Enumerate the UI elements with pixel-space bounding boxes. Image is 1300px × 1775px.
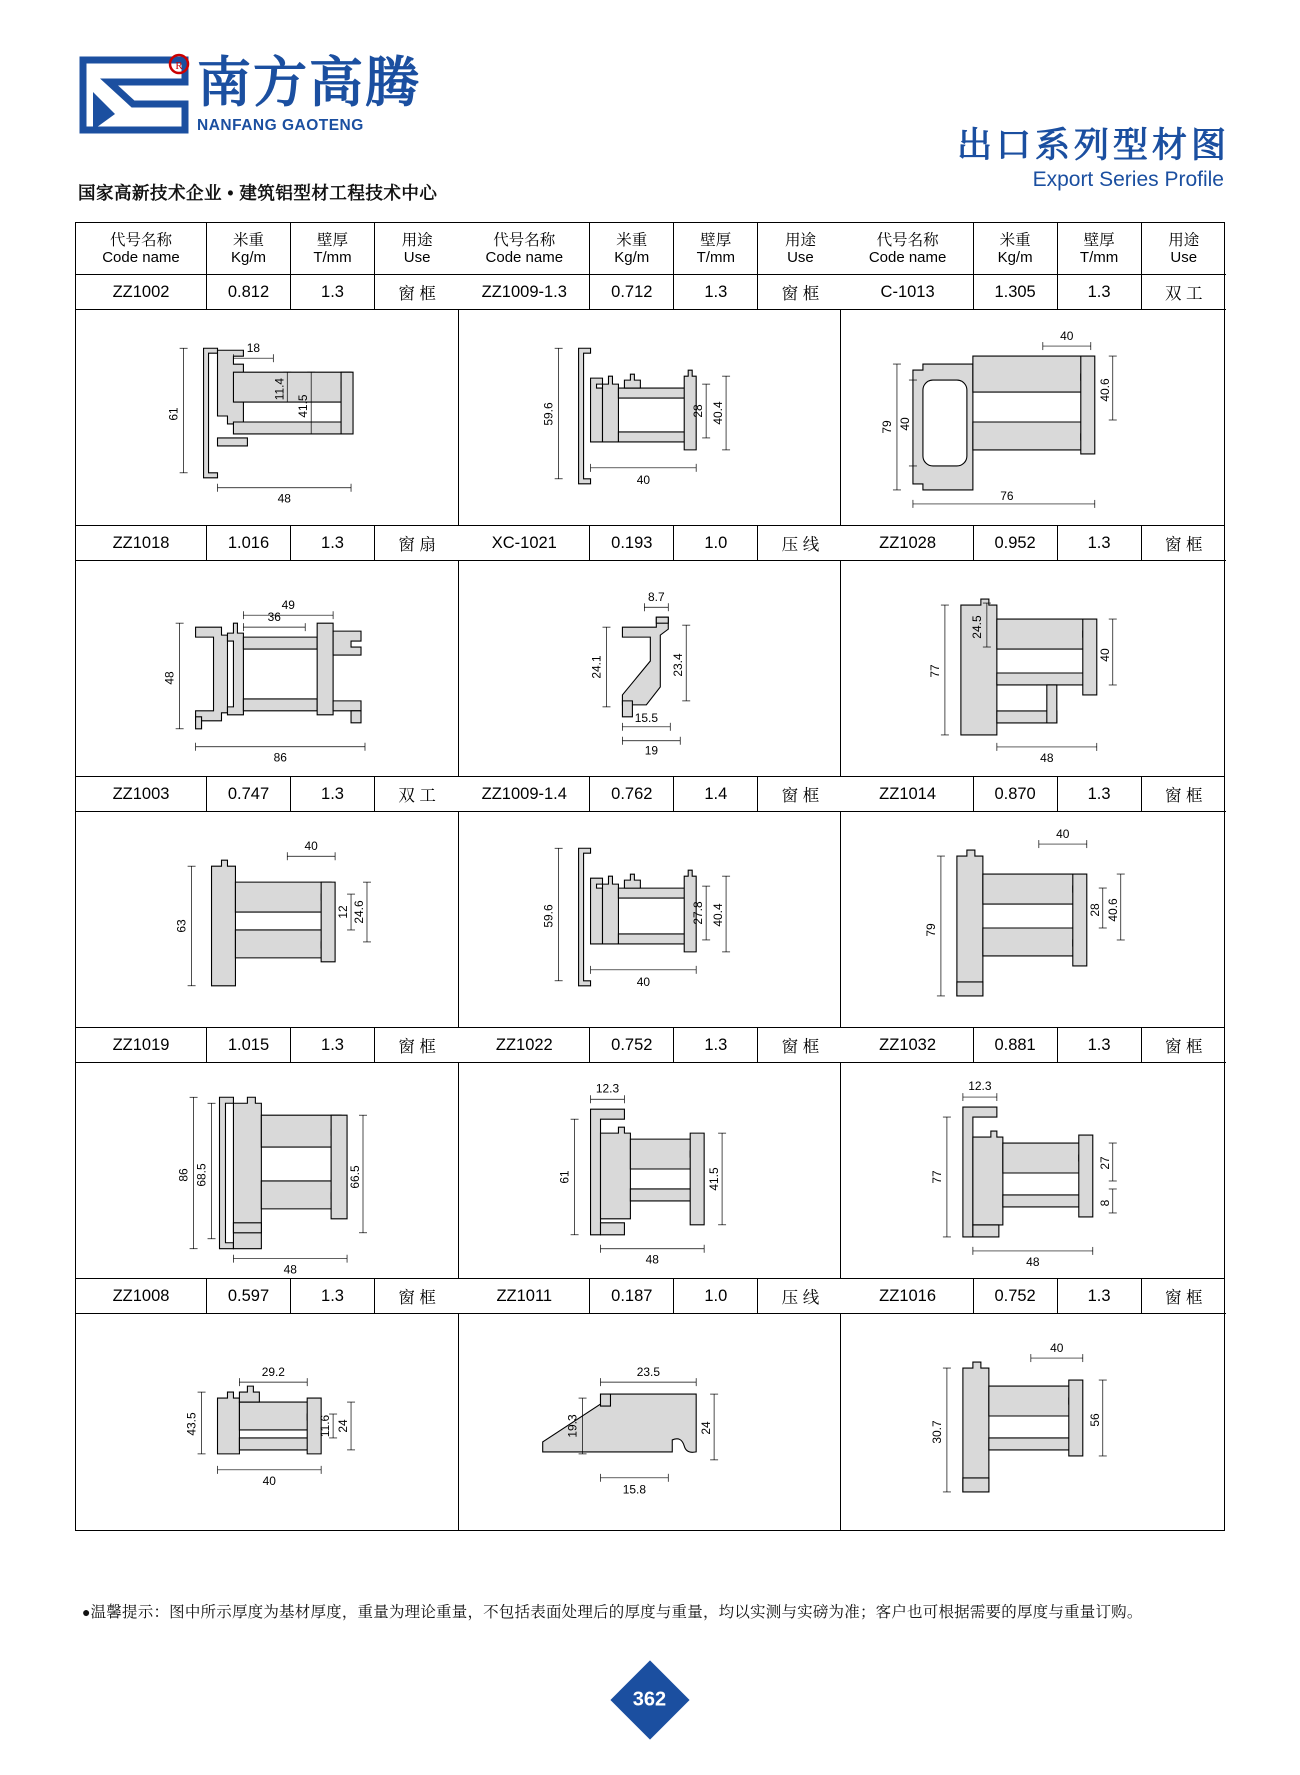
svg-text:68.5: 68.5 <box>194 1162 209 1187</box>
drawing-row <box>76 561 1224 777</box>
svg-text:40: 40 <box>1056 826 1070 841</box>
svg-text:24: 24 <box>336 1419 351 1433</box>
svg-text:23.4: 23.4 <box>670 652 685 677</box>
svg-text:59.6: 59.6 <box>541 401 556 426</box>
svg-text:41.5: 41.5 <box>706 1166 721 1191</box>
page-title-cn: 出口系列型材图 <box>956 126 1230 165</box>
profile-weight: 0.597 <box>207 1279 291 1314</box>
svg-text:12.3: 12.3 <box>968 1078 992 1093</box>
svg-text:43.5: 43.5 <box>184 1412 199 1436</box>
profile-thickness: 1.0 <box>674 526 758 561</box>
svg-text:79: 79 <box>880 419 895 434</box>
logo-mark-icon <box>75 52 193 138</box>
profile-use: 窗 框 <box>1142 1279 1226 1314</box>
header-thickness: 壁厚 T/mm <box>291 223 375 275</box>
svg-text:77: 77 <box>928 663 943 678</box>
profile-weight: 1.016 <box>207 526 291 561</box>
svg-text:15.5: 15.5 <box>634 710 658 725</box>
svg-text:19.3: 19.3 <box>565 1414 580 1438</box>
profile-weight: 1.015 <box>207 1028 291 1063</box>
svg-text:24: 24 <box>698 1421 713 1435</box>
profile-use: 压 线 <box>758 526 842 561</box>
profile-thickness: 1.3 <box>291 1279 375 1314</box>
svg-text:76: 76 <box>1000 488 1014 503</box>
svg-text:48: 48 <box>283 1262 297 1277</box>
svg-text:56: 56 <box>1088 1413 1103 1427</box>
profile-use: 窗 框 <box>375 1028 459 1063</box>
footer-note-text: 温馨提示：图中所示厚度为基材厚度，重量为理论重量，不包括表面处理后的厚度与重量，均以实测与实磅为准；客户也可根据需要的厚度与重量订购。 <box>90 1604 1143 1621</box>
profile-code: ZZ1008 <box>76 1279 207 1314</box>
header-weight: 米重 Kg/m <box>974 223 1058 275</box>
header-code-name: 代号名称 Code name <box>76 223 207 275</box>
profile-code: ZZ1003 <box>76 777 207 812</box>
profile-code: ZZ1009-1.4 <box>459 777 590 812</box>
profile-drawing-zz1014 <box>841 812 1224 1028</box>
svg-text:18: 18 <box>246 340 261 355</box>
svg-text:59.6: 59.6 <box>541 903 556 928</box>
profile-thickness: 1.3 <box>291 526 375 561</box>
svg-text:48: 48 <box>1026 1254 1040 1269</box>
svg-text:27.8: 27.8 <box>690 900 705 925</box>
svg-text:77: 77 <box>930 1169 945 1184</box>
svg-text:8: 8 <box>1098 1199 1113 1206</box>
svg-text:40.4: 40.4 <box>710 902 725 927</box>
profile-weight: 0.881 <box>974 1028 1058 1063</box>
svg-text:48: 48 <box>277 491 291 506</box>
profile-code: ZZ1022 <box>459 1028 590 1063</box>
profile-use: 双 工 <box>1142 275 1226 310</box>
profile-use: 窗 扇 <box>375 526 459 561</box>
svg-text:86: 86 <box>273 750 287 765</box>
svg-text:40.4: 40.4 <box>710 400 725 425</box>
profile-thickness: 1.3 <box>291 275 375 310</box>
svg-text:66.5: 66.5 <box>348 1164 363 1189</box>
profile-use: 窗 框 <box>375 1279 459 1314</box>
profile-code: ZZ1009-1.3 <box>459 275 590 310</box>
svg-text:48: 48 <box>1040 750 1054 765</box>
profile-weight: 0.812 <box>207 275 291 310</box>
svg-text:79: 79 <box>924 922 939 937</box>
profile-drawing-zz1009-13 <box>459 310 842 526</box>
svg-text:24.1: 24.1 <box>589 654 604 679</box>
page-number-badge <box>622 1672 678 1728</box>
svg-text:36: 36 <box>267 609 281 624</box>
profile-use: 双 工 <box>375 777 459 812</box>
svg-text:40: 40 <box>1098 647 1113 662</box>
profile-code: ZZ1018 <box>76 526 207 561</box>
svg-text:23.5: 23.5 <box>636 1365 660 1380</box>
profile-drawing-zz1003 <box>76 812 459 1028</box>
svg-text:40: 40 <box>1060 328 1074 343</box>
profile-thickness: 1.3 <box>1058 1028 1142 1063</box>
profile-thickness: 1.3 <box>291 777 375 812</box>
profile-use: 压 线 <box>758 1279 842 1314</box>
svg-text:28: 28 <box>1088 902 1103 917</box>
profile-weight: 1.305 <box>974 275 1058 310</box>
profile-code: ZZ1028 <box>843 526 974 561</box>
profile-weight: 0.870 <box>974 777 1058 812</box>
profile-code: ZZ1032 <box>843 1028 974 1063</box>
svg-text:12: 12 <box>336 904 351 919</box>
svg-text:41.5: 41.5 <box>296 393 311 418</box>
profile-thickness: 1.3 <box>1058 275 1142 310</box>
header-use: 用途 Use <box>375 223 459 275</box>
profile-drawing-zz1008 <box>76 1314 459 1530</box>
bullet-icon: ● <box>82 1604 91 1620</box>
svg-text:11.6: 11.6 <box>318 1414 333 1438</box>
profile-drawing-zz1002 <box>76 310 459 526</box>
brand-slogan: 国家高新技术企业 • 建筑铝型材工程技术中心 <box>78 183 438 203</box>
profile-drawing-zz1016 <box>841 1314 1224 1530</box>
svg-text:8.7: 8.7 <box>647 589 665 604</box>
svg-text:28: 28 <box>690 403 705 418</box>
svg-text:40: 40 <box>898 416 913 431</box>
header-code-name: 代号名称 Code name <box>459 223 590 275</box>
svg-text:48: 48 <box>162 670 177 685</box>
profile-use: 窗 框 <box>758 777 842 812</box>
brand-logo <box>75 52 421 138</box>
profile-code: ZZ1016 <box>843 1279 974 1314</box>
svg-text:86: 86 <box>176 1167 191 1182</box>
svg-text:40.6: 40.6 <box>1098 377 1113 402</box>
drawing-row <box>76 1063 1224 1279</box>
table-row <box>76 526 1224 561</box>
profile-use: 窗 框 <box>1142 1028 1226 1063</box>
profile-weight: 0.187 <box>590 1279 674 1314</box>
svg-text:24.6: 24.6 <box>352 899 367 924</box>
header-use: 用途 Use <box>1142 223 1226 275</box>
profile-code: ZZ1019 <box>76 1028 207 1063</box>
table-row <box>76 1279 1224 1314</box>
svg-text:12.3: 12.3 <box>595 1080 619 1095</box>
header-thickness: 壁厚 T/mm <box>674 223 758 275</box>
svg-text:48: 48 <box>645 1252 659 1267</box>
profile-thickness: 1.3 <box>1058 526 1142 561</box>
profile-thickness: 1.0 <box>674 1279 758 1314</box>
profile-weight: 0.752 <box>974 1279 1058 1314</box>
profile-code: ZZ1002 <box>76 275 207 310</box>
profile-drawing-zz1028 <box>841 561 1224 777</box>
svg-text:15.8: 15.8 <box>622 1482 646 1497</box>
svg-text:24.5: 24.5 <box>970 614 985 639</box>
profile-use: 窗 框 <box>1142 777 1226 812</box>
brand-name-cn: 南方高腾 <box>197 52 421 113</box>
svg-text:27: 27 <box>1098 1155 1113 1170</box>
profile-drawing-zz1018 <box>76 561 459 777</box>
profile-code: C-1013 <box>843 275 974 310</box>
profile-weight: 0.752 <box>590 1028 674 1063</box>
header-thickness: 壁厚 T/mm <box>1058 223 1142 275</box>
header-weight: 米重 Kg/m <box>590 223 674 275</box>
svg-text:29.2: 29.2 <box>261 1365 285 1380</box>
table-row <box>76 1028 1224 1063</box>
profile-thickness: 1.3 <box>1058 777 1142 812</box>
profile-use: 窗 框 <box>375 275 459 310</box>
profile-use: 窗 框 <box>1142 526 1226 561</box>
profile-thickness: 1.4 <box>674 777 758 812</box>
table-row <box>76 777 1224 812</box>
profile-drawing-xc-1021 <box>459 561 842 777</box>
svg-text:40: 40 <box>1050 1341 1064 1356</box>
drawing-row <box>76 310 1224 526</box>
profile-weight: 0.193 <box>590 526 674 561</box>
table-row <box>76 275 1224 310</box>
profile-table <box>75 222 1225 1531</box>
svg-text:40: 40 <box>262 1473 276 1488</box>
profile-code: ZZ1011 <box>459 1279 590 1314</box>
profile-thickness: 1.3 <box>1058 1279 1142 1314</box>
profile-use: 窗 框 <box>758 275 842 310</box>
profile-weight: 0.952 <box>974 526 1058 561</box>
profile-drawing-c-1013 <box>841 310 1224 526</box>
profile-drawing-zz1032 <box>841 1063 1224 1279</box>
drawing-row <box>76 812 1224 1028</box>
profile-drawing-zz1011 <box>459 1314 842 1530</box>
svg-text:R: R <box>175 60 183 72</box>
profile-weight: 0.762 <box>590 777 674 812</box>
header-weight: 米重 Kg/m <box>207 223 291 275</box>
page-header <box>0 0 1300 205</box>
svg-text:61: 61 <box>557 1169 572 1184</box>
profile-drawing-zz1009-14 <box>459 812 842 1028</box>
svg-text:30.7: 30.7 <box>930 1420 945 1444</box>
drawing-row <box>76 1314 1224 1530</box>
svg-text:61: 61 <box>166 406 181 421</box>
svg-text:40: 40 <box>304 838 318 853</box>
svg-text:49: 49 <box>281 597 295 612</box>
profile-code: ZZ1014 <box>843 777 974 812</box>
svg-text:19: 19 <box>644 743 658 758</box>
svg-text:40: 40 <box>636 974 650 989</box>
profile-weight: 0.747 <box>207 777 291 812</box>
brand-name-en: NANFANG GAOTENG <box>197 116 364 134</box>
profile-drawing-zz1019 <box>76 1063 459 1279</box>
header-code-name: 代号名称 Code name <box>843 223 974 275</box>
page-number: 362 <box>633 1688 667 1711</box>
footer-note <box>82 1600 1232 1622</box>
profile-thickness: 1.3 <box>674 275 758 310</box>
page-title-en: Export Series Profile <box>1032 168 1224 191</box>
profile-code: XC-1021 <box>459 526 590 561</box>
svg-text:63: 63 <box>174 918 189 933</box>
profile-weight: 0.712 <box>590 275 674 310</box>
profile-thickness: 1.3 <box>674 1028 758 1063</box>
svg-text:40.6: 40.6 <box>1106 897 1121 922</box>
profile-use: 窗 框 <box>758 1028 842 1063</box>
profile-drawing-zz1022 <box>459 1063 842 1279</box>
table-header-row <box>76 223 1224 275</box>
svg-text:40: 40 <box>636 472 650 487</box>
svg-text:11.4: 11.4 <box>272 377 287 400</box>
header-use: 用途 Use <box>758 223 842 275</box>
profile-thickness: 1.3 <box>291 1028 375 1063</box>
